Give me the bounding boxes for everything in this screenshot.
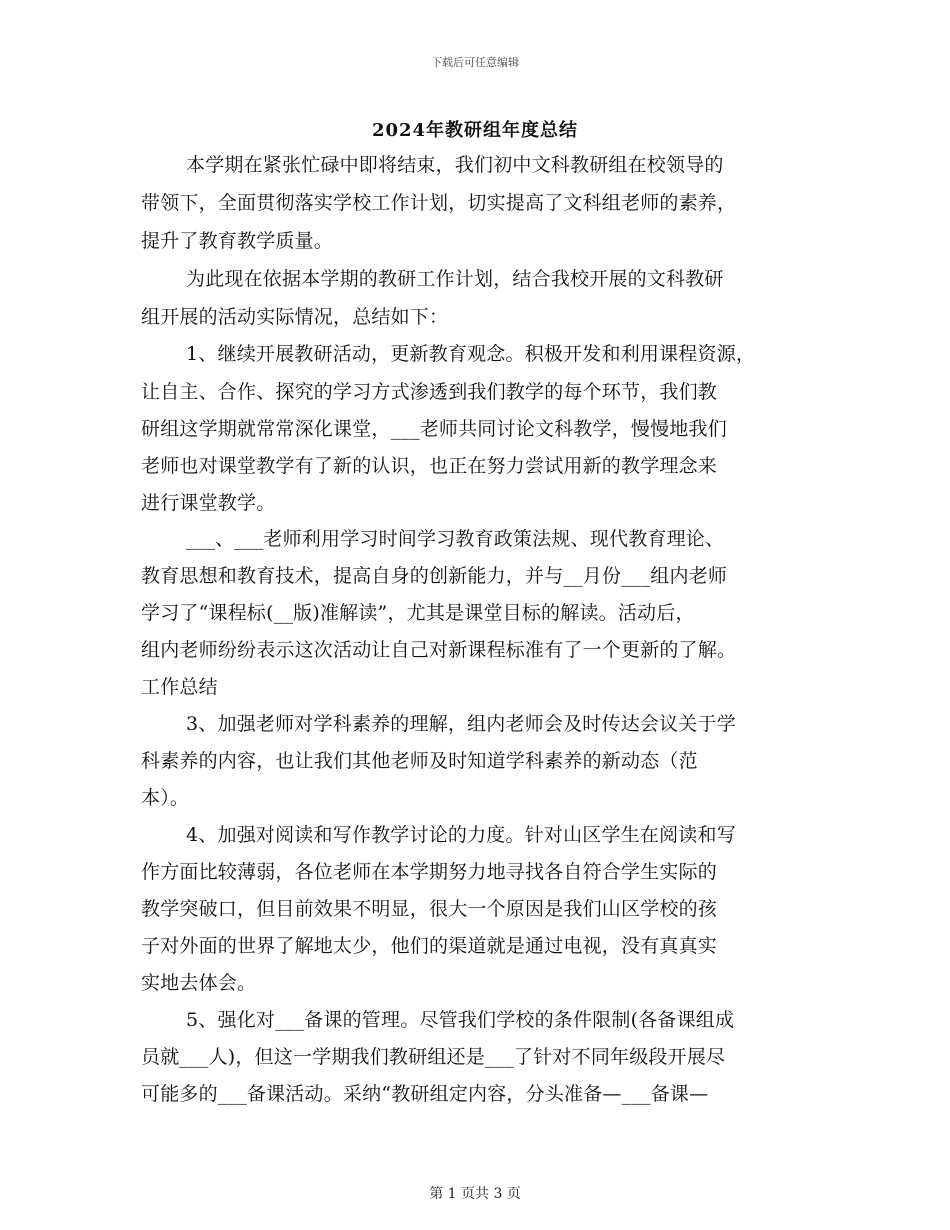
paragraph-line: 4、加强对阅读和写作教学讨论的力度。针对山区学生在阅读和写 xyxy=(186,824,736,846)
paragraph-line: 带领下，全面贯彻落实学校工作计划，切实提高了文科组老师的素养， xyxy=(141,192,737,214)
paragraph-line: 本）。 xyxy=(141,787,190,809)
paragraph-line: 让自主、合作、探究的学习方式渗透到我们教学的每个环节，我们教 xyxy=(141,381,718,403)
paragraph-line: 3、加强老师对学科素养的理解，组内老师会及时传达会议关于学 xyxy=(186,713,736,735)
paragraph-line: 教育思想和教育技术，提高自身的创新能力，并与__月份___组内老师 xyxy=(141,565,728,587)
paragraph-line: 子对外面的世界了解地太少，他们的渠道就是通过电视，没有真真实 xyxy=(141,935,718,957)
document-title: 2024年教研组年度总结 xyxy=(371,120,579,141)
paragraph-line: 可能多的___备课活动。采纳“教研组定内容，分头准备—___备课— xyxy=(141,1083,709,1105)
paragraph-line: 本学期在紧张忙碌中即将结束，我们初中文科教研组在校领导的 xyxy=(186,154,724,176)
paragraph-line: ___、___老师利用学习时间学习教育政策法规、现代教育理论、 xyxy=(186,528,725,550)
paragraph-line: 员就___人)，但这一学期我们教研组还是___了针对不同年级段开展尽 xyxy=(141,1046,726,1068)
paragraph-line: 组开展的活动实际情况，总结如下： xyxy=(141,306,449,328)
paragraph-line: 实地去体会。 xyxy=(141,972,257,994)
paragraph-line: 学习了“课程标(__版)准解读”，尤其是课堂目标的解读。活动后， xyxy=(141,602,695,624)
paragraph-line: 老师也对课堂教学有了新的认识，也正在努力尝试用新的教学理念来 xyxy=(141,455,718,477)
paragraph-line: 科素养的内容，也让我们其他老师及时知道学科素养的新动态（范 xyxy=(141,750,698,772)
paragraph-line: 组内老师纷纷表示这次活动让自己对新课程标准有了一个更新的了解。 xyxy=(141,639,737,661)
paragraph-line: 作方面比较薄弱，各位老师在本学期努力地寻找各自符合学生实际的 xyxy=(141,861,718,883)
paragraph-line: 提升了教育教学质量。 xyxy=(141,230,334,252)
paragraph-line: 5、强化对___备课的管理。尽管我们学校的条件限制(各备课组成 xyxy=(186,1009,735,1031)
page-header: 下载后可任意编辑 xyxy=(431,56,519,69)
paragraph-line: 1、继续开展教研活动，更新教育观念。积极开发和利用课程资源， xyxy=(186,343,756,365)
paragraph-line: 为此现在依据本学期的教研工作计划，结合我校开展的文科教研 xyxy=(186,268,724,290)
paragraph-line: 教学突破口，但目前效果不明显，很大一个原因是我们山区学校的孩 xyxy=(141,898,718,920)
paragraph-line: 研组这学期就常常深化课堂，___老师共同讨论文科教学，慢慢地我们 xyxy=(141,418,727,440)
paragraph-line: 进行课堂教学。 xyxy=(141,492,276,514)
paragraph-line: 工作总结 xyxy=(141,676,218,698)
page-number-footer: 第 1 页共 3 页 xyxy=(429,1186,521,1202)
